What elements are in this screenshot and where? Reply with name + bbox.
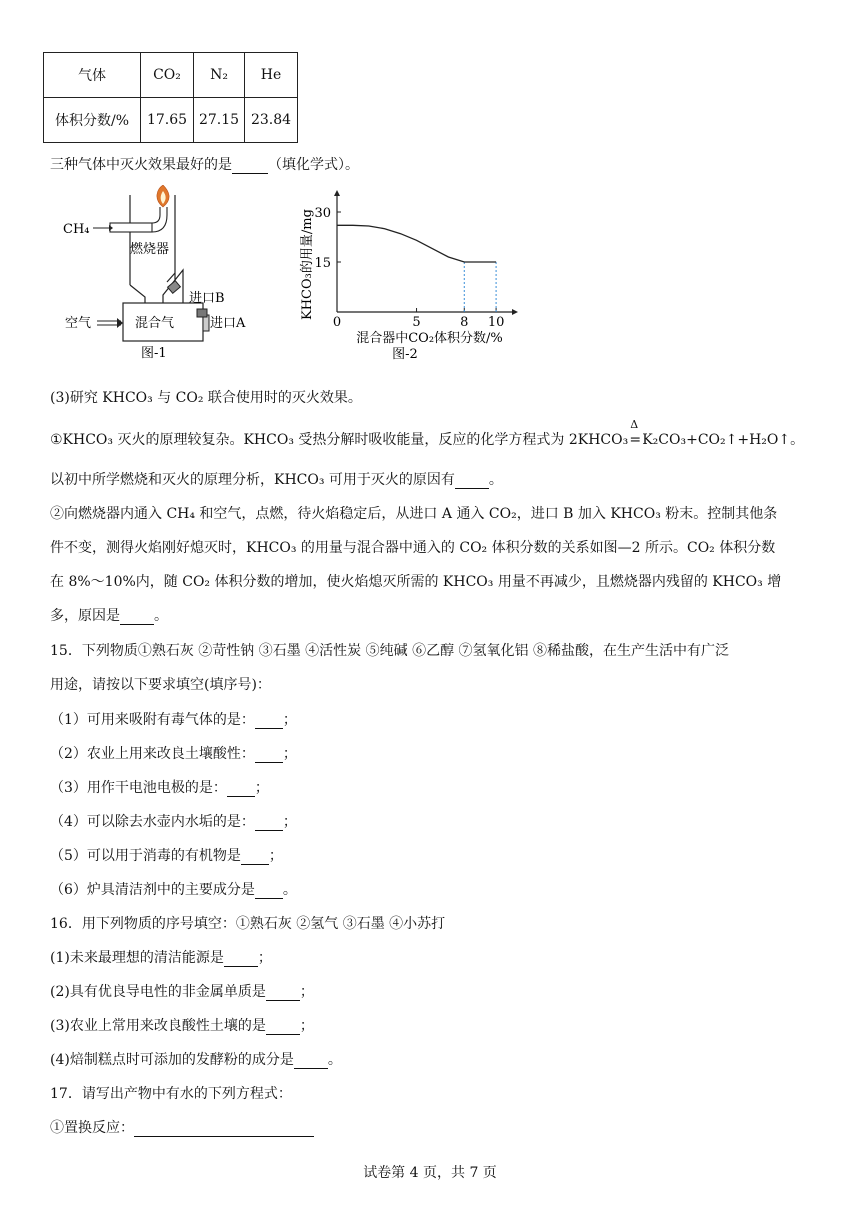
- q16-item-3: (3)农业上常用来改良酸性土壤的是 ；: [50, 1018, 314, 1034]
- x-axis-arrow: [512, 309, 518, 315]
- q17-item-1: ①置换反应：: [50, 1117, 314, 1137]
- question-best-gas: 三种气体中灭火效果最好的是 （填化学式）。: [50, 157, 359, 173]
- answer-blank[interactable]: [227, 780, 255, 797]
- q15-item-5: （5）可以用于消毒的有机物是 ；: [50, 848, 283, 864]
- q15-stem-1: 15．下列物质①熟石灰 ②苛性钠 ③石墨 ④活性炭 ⑤纯碱 ⑥乙醇 ⑦氢氧化铝 ⑧稀盐酸，在生产生活中有广泛: [50, 643, 729, 659]
- p3-intro: (3)研究 KHCO₃ 与 CO₂ 联合使用时的灭火效果。: [50, 390, 362, 406]
- q16-item-1: (1)未来最理想的清洁能源是 ；: [50, 950, 272, 966]
- q15-item-1: （1）可用来吸附有毒气体的是： ；: [50, 712, 297, 728]
- table-cell: CO₂: [141, 53, 194, 98]
- y-axis-arrow: [334, 190, 340, 196]
- ch4-label: CH₄: [63, 222, 90, 237]
- x-tick-label: 5: [412, 315, 421, 330]
- q15-item-6: （6）炉具清洁剂中的主要成分是 。: [50, 882, 297, 898]
- x-axis-label: 混合器中CO₂体积分数/%: [356, 331, 503, 346]
- table-cell: 23.84: [245, 98, 298, 143]
- q15-item-4: （4）可以除去水壶内水垢的是： ；: [50, 814, 297, 830]
- gas-table: [43, 52, 298, 143]
- air-label: 空气: [65, 316, 92, 331]
- figure-2-chart: [295, 190, 525, 365]
- inlet-b-label: 进口B: [189, 291, 225, 306]
- table-cell: 体积分数/%: [44, 98, 141, 143]
- q15-item-3: （3）用作干电池电极的是： ；: [50, 780, 269, 796]
- table-row: [44, 53, 298, 98]
- p3-1-equation: ①KHCO₃ 灭火的原理较复杂。KHCO₃ 受热分解时吸收能量，反应的化学方程式为 2KHCO₃ Δ =K₂CO₃+CO₂↑+H₂O↑。: [50, 418, 805, 448]
- q15-item-2: （2）农业上用来改良土壤酸性： ；: [50, 746, 297, 762]
- q16-item-4: (4)焙制糕点时可添加的发酵粉的成分是 。: [50, 1052, 342, 1068]
- answer-blank[interactable]: [134, 1120, 314, 1137]
- mixer-label: 混合气: [135, 316, 175, 331]
- table-cell: 27.15: [194, 98, 245, 143]
- answer-blank[interactable]: [232, 157, 268, 174]
- p3-2-line-2: 件不变，测得火焰刚好熄灭时，KHCO₃ 的用量与混合器中通入的 CO₂ 体积分数的关系如图—2 所示。CO₂ 体积分数: [50, 540, 776, 556]
- q15-stem-2: 用途，请按以下要求填空(填序号)：: [50, 677, 271, 693]
- burner-label: 燃烧器: [130, 242, 170, 257]
- answer-blank[interactable]: [266, 984, 300, 1001]
- answer-blank[interactable]: [266, 1018, 300, 1035]
- table-cell: 气体: [44, 53, 141, 98]
- answer-blank[interactable]: [224, 950, 258, 967]
- table-cell: 17.65: [141, 98, 194, 143]
- y-axis-label: KHCO₃的用量/mg: [300, 209, 315, 320]
- p3-1-question: 以初中所学燃烧和灭火的原理分析，KHCO₃ 可用于灭火的原因有 。: [50, 472, 503, 488]
- answer-blank[interactable]: [120, 608, 154, 625]
- p3-2-line-1: ②向燃烧器内通入 CH₄ 和空气，点燃，待火焰稳定后，从进口 A 通入 CO₂，进口 B 加入 KHCO₃ 粉末。控制其他条: [50, 506, 778, 522]
- table-cell: He: [245, 53, 298, 98]
- p3-2-line-4: 多，原因是 。: [50, 608, 168, 624]
- x-tick-label: 8: [460, 315, 469, 330]
- figure-1-apparatus: [55, 185, 275, 365]
- q16-stem: 16．用下列物质的序号填空：①熟石灰 ②氢气 ③石墨 ④小苏打: [50, 916, 446, 932]
- series-line: [337, 225, 496, 262]
- answer-blank[interactable]: [255, 814, 283, 831]
- table-row: [44, 98, 298, 143]
- heat-condition: Δ =: [629, 418, 642, 448]
- answer-blank[interactable]: [255, 882, 283, 899]
- x-tick-label: 10: [487, 315, 505, 330]
- y-tick-label: 15: [314, 256, 331, 271]
- figure-2-caption: 图-2: [392, 347, 418, 362]
- answer-blank[interactable]: [294, 1052, 328, 1069]
- answer-blank[interactable]: [241, 848, 269, 865]
- table-cell: N₂: [194, 53, 245, 98]
- q17-stem: 17．请写出产物中有水的下列方程式：: [50, 1086, 292, 1102]
- answer-blank[interactable]: [255, 746, 283, 763]
- p3-2-line-3: 在 8%～10%内，随 CO₂ 体积分数的增加，使火焰熄灭所需的 KHCO₃ 用量不再减少，且燃烧器内残留的 KHCO₃ 增: [50, 574, 782, 590]
- y-tick-label: 30: [314, 206, 331, 221]
- inlet-a-label: 进口A: [210, 316, 246, 331]
- answer-blank[interactable]: [255, 712, 283, 729]
- answer-blank[interactable]: [455, 472, 489, 489]
- q16-item-2: (2)具有优良导电性的非金属单质是 ；: [50, 984, 314, 1000]
- x-tick-label: 0: [332, 315, 342, 330]
- page-footer: 试卷第 4 页，共 7 页: [363, 1165, 497, 1181]
- figure-1-caption: 图-1: [141, 346, 167, 361]
